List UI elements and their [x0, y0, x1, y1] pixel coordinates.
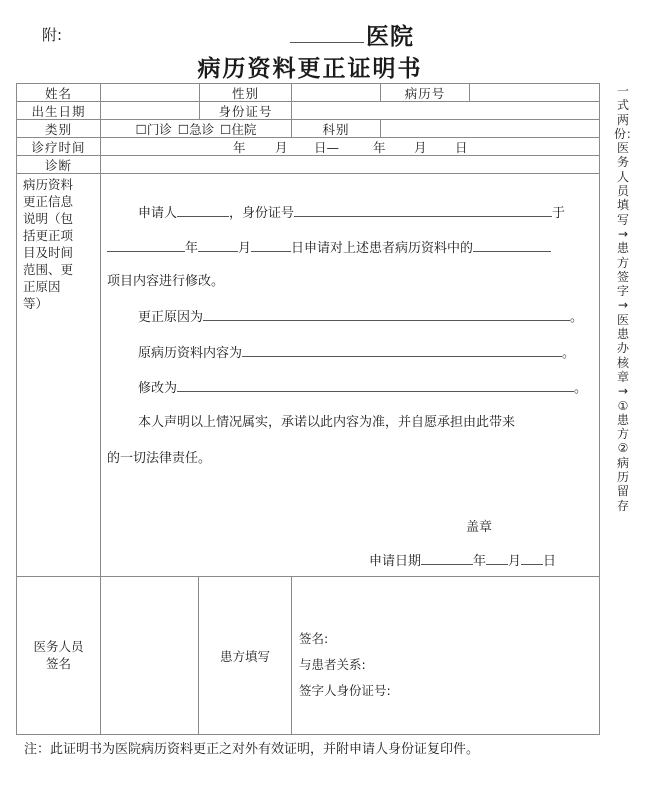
reason-blank[interactable]: [203, 308, 570, 321]
staff-signature-field[interactable]: [101, 577, 198, 734]
type-option-outpatient[interactable]: ☐门诊: [135, 121, 172, 137]
patient-sign-field[interactable]: 签名:: [299, 631, 329, 646]
visit-start-year: 年: [233, 139, 246, 155]
checkbox-icon[interactable]: ☐: [177, 121, 190, 137]
grid-line: [291, 576, 292, 734]
visit-end-day: 日: [455, 139, 468, 155]
gender-field[interactable]: [292, 84, 380, 101]
relation-field[interactable]: 与患者关系:: [299, 657, 366, 672]
request-date-line: 年 月 日申请对上述患者病历资料中的: [107, 237, 551, 256]
type-option-inpatient[interactable]: ☐住院: [220, 121, 257, 137]
checkbox-icon[interactable]: ☐: [220, 121, 232, 137]
visit-time-field[interactable]: [101, 138, 599, 155]
grid-line: [16, 83, 17, 734]
modified-content-blank[interactable]: [177, 379, 574, 392]
applicant-name-blank[interactable]: [177, 204, 229, 217]
diagnosis-label: 诊断: [44, 157, 72, 173]
department-label: 科别: [322, 121, 350, 137]
type-label: 类别: [44, 121, 72, 137]
grid-line: [16, 734, 600, 735]
visit-start-month: 月: [275, 139, 288, 155]
diagnosis-field[interactable]: [101, 156, 599, 173]
original-content-blank[interactable]: [242, 344, 562, 357]
declaration-line-2: 的一切法律责任。: [107, 451, 212, 466]
record-no-label: 病历号: [404, 85, 446, 101]
page-title: 病历资料更正证明书: [197, 56, 423, 82]
birth-date-label: 出生日期: [31, 103, 86, 119]
name-label: 姓名: [44, 85, 72, 101]
applicant-id-blank[interactable]: [294, 204, 552, 217]
attachment-label: 附:: [42, 26, 63, 44]
request-year-blank[interactable]: [107, 239, 185, 252]
department-field[interactable]: [381, 120, 599, 137]
applicant-line: 申请人 ，身份证号 于: [138, 206, 566, 221]
grid-line: [16, 173, 600, 174]
name-field[interactable]: [101, 84, 199, 101]
apply-month-blank[interactable]: [486, 552, 508, 565]
declaration-line-1: 本人声明以上情况属实，承诺以此内容为准，并自愿承担由此带来: [138, 415, 516, 430]
seal-label: 盖章: [466, 520, 493, 535]
type-options: [101, 120, 291, 137]
original-content-line: 原病历资料内容为 。: [138, 346, 576, 361]
visit-time-label: 诊疗时间: [31, 139, 86, 155]
hospital-suffix: 医院: [366, 24, 414, 50]
grid-line: [599, 83, 600, 734]
apply-day-blank[interactable]: [521, 552, 543, 565]
footnote: 注：此证明书为医院病历资料更正之对外有效证明，并附申请人身份证复印件。: [24, 742, 480, 757]
patient-fields: [299, 626, 391, 704]
request-day-blank[interactable]: [251, 239, 291, 252]
record-item-blank[interactable]: [473, 239, 551, 252]
item-line: 项目内容进行修改。: [107, 274, 225, 289]
reason-line: 更正原因为 。: [138, 310, 584, 325]
apply-date-line: 申请日期 年 月 日: [369, 554, 557, 569]
side-note: 一式两份：医务人员填写→患方签字→医患办核章→①患方②病历留存: [614, 84, 639, 513]
type-option-emergency[interactable]: ☐急诊: [177, 121, 215, 137]
id-number-label: 身份证号: [218, 103, 273, 119]
gender-label: 性别: [231, 85, 259, 101]
correction-info-label: 病历资料 更正信息 说明（包 括更正项 目及时间 范围、更 正原因 等）: [23, 177, 74, 311]
staff-signature-label: 医务人员 签名: [33, 639, 84, 671]
patient-fill-label: 患方填写: [219, 648, 270, 664]
visit-end-year: 年: [373, 139, 386, 155]
record-no-field[interactable]: [470, 84, 599, 101]
apply-year-blank[interactable]: [421, 552, 473, 565]
visit-start-day: 日—: [314, 139, 340, 155]
checkbox-icon[interactable]: ☐: [135, 121, 147, 137]
modified-content-line: 修改为 。: [138, 381, 588, 396]
id-number-field[interactable]: [292, 102, 599, 119]
request-month-blank[interactable]: [198, 239, 238, 252]
signer-id-field[interactable]: 签字人身份证号:: [299, 683, 391, 698]
visit-end-month: 月: [414, 139, 427, 155]
hospital-name-blank[interactable]: [290, 42, 364, 43]
birth-date-field[interactable]: [101, 102, 199, 119]
